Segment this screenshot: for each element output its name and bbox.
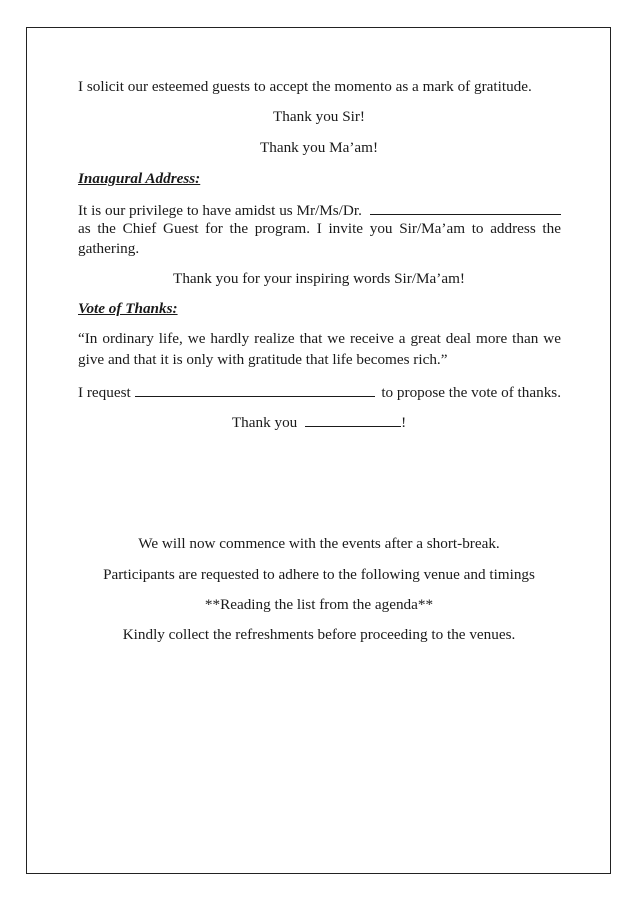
request-suffix: to propose the vote of thanks.: [381, 384, 561, 401]
inaugural-line-3: gathering.: [78, 240, 140, 257]
request-line: [78, 381, 561, 403]
inaugural-line-2-text: as the Chief Guest for the program. I invite you Sir/Ma’am to address the: [78, 220, 561, 237]
inaugural-thanks-line: Thank you for your inspiring words Sir/Ma’am!: [173, 270, 465, 287]
thank-sir-line: Thank you Sir!: [273, 108, 365, 125]
request-prefix: I request: [78, 384, 131, 401]
inaugural-line-2: [78, 219, 561, 239]
momento-line: I solicit our esteemed guests to accept the momento as a mark of gratitude.: [78, 78, 532, 95]
closing-line-4: Kindly collect the refreshments before proceeding to the venues.: [122, 626, 516, 643]
vote-of-thanks-heading: Vote of Thanks:: [78, 300, 178, 317]
thank-you-suffix: !: [401, 414, 407, 431]
thank-you-prefix: Thank you: [231, 414, 298, 431]
closing-line-2: Participants are requested to adhere to the following venue and timings: [103, 566, 535, 583]
closing-line-3: **Reading the list from the agenda**: [204, 596, 434, 613]
chief-guest-name-blank[interactable]: [370, 199, 561, 215]
quote-line-1-text: “In ordinary life, we hardly realize that we receive a great deal more than we: [78, 330, 561, 347]
closing-line-1: We will now commence with the events after a short-break.: [138, 535, 500, 552]
thank-maam-line: Thank you Ma’am!: [259, 139, 379, 156]
inaugural-address-heading: Inaugural Address:: [78, 170, 201, 187]
quote-line-1: [78, 329, 561, 349]
inaugural-line-1-text: It is our privilege to have amidst us Mr/Ms/Dr.: [78, 202, 362, 219]
inaugural-line-1: [78, 199, 561, 221]
thank-you-name-blank[interactable]: [305, 411, 401, 427]
proposer-name-blank[interactable]: [135, 381, 376, 397]
quote-line-2: give and that it is only with gratitude that life becomes rich.”: [78, 351, 448, 368]
thank-you-blank-line: [0, 411, 638, 433]
